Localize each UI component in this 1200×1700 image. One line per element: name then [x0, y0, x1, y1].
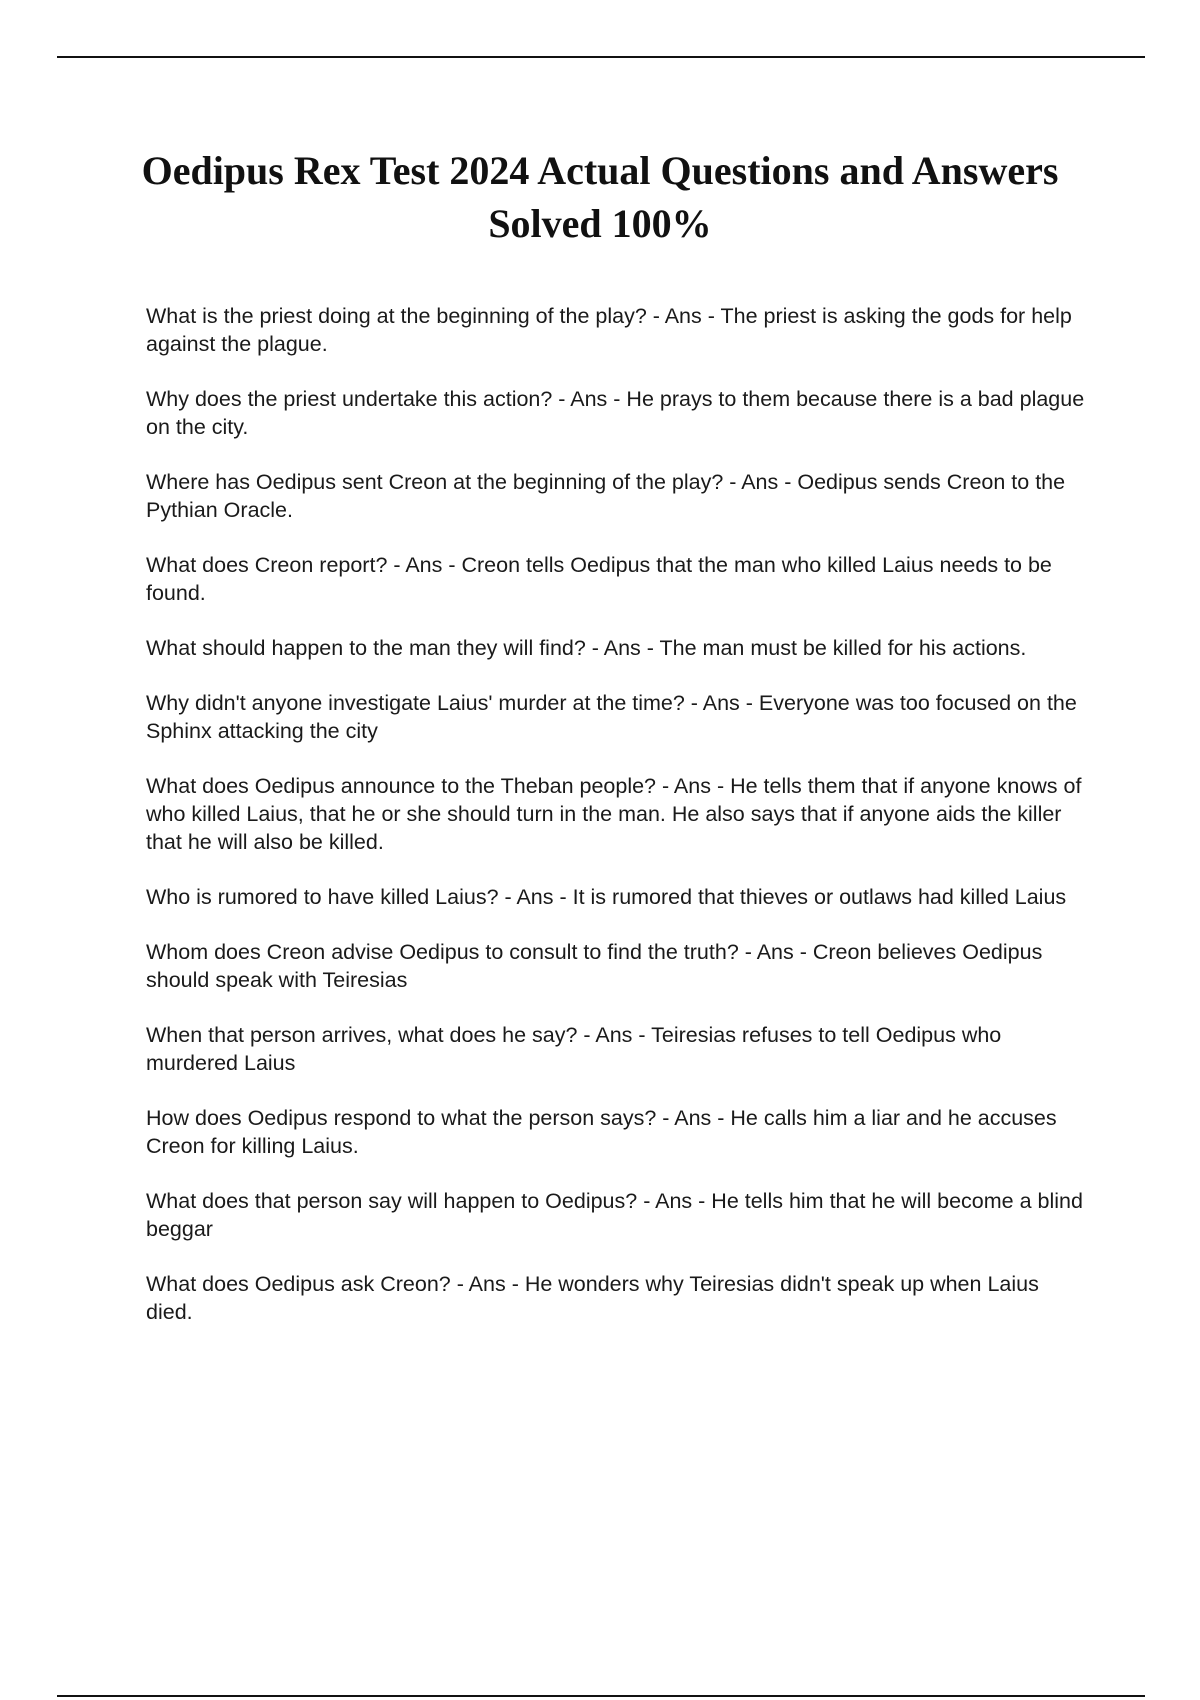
qa-item: Why does the priest undertake this action? - Ans - He prays to them because there is a bad plague on the city. [146, 387, 1085, 439]
qa-item: What is the priest doing at the beginning of the play? - Ans - The priest is asking the gods for help against the plague. [146, 304, 1072, 356]
document-title: Oedipus Rex Test 2024 Actual Questions and Answers Solved 100% [141, 148, 1059, 246]
qa-item: Whom does Creon advise Oedipus to consult to find the truth? - Ans - Creon believes Oedipus should speak with Teiresias [146, 940, 1043, 992]
qa-item: When that person arrives, what does he say? - Ans - Teiresias refuses to tell Oedipus who murdered Laius [146, 1023, 1002, 1075]
bottom-rule [57, 1695, 1145, 1697]
qa-item: Where has Oedipus sent Creon at the beginning of the play? - Ans - Oedipus sends Creon to the Pythian Oracle. [146, 470, 1066, 522]
qa-item: What does Creon report? - Ans - Creon tells Oedipus that the man who killed Laius needs to be found. [146, 553, 1052, 605]
qa-item: How does Oedipus respond to what the person says? - Ans - He calls him a liar and he accuses Creon for killing Laius. [146, 1106, 1057, 1158]
qa-item: Why didn't anyone investigate Laius' murder at the time? - Ans - Everyone was too focused on the Sphinx attacking the city [146, 691, 1077, 743]
qa-item: What should happen to the man they will find? - Ans - The man must be killed for his actions. [146, 636, 1027, 660]
qa-item: What does Oedipus announce to the Theban people? - Ans - He tells them that if anyone knows of who killed Laius, that he or she should turn in the man. He also says that if anyone aids the killer that he will also be killed. [146, 774, 1082, 854]
qa-item: Who is rumored to have killed Laius? - Ans - It is rumored that thieves or outlaws had killed Laius [146, 885, 1067, 909]
qa-list [146, 302, 1086, 1353]
top-rule [57, 56, 1145, 58]
qa-item: What does Oedipus ask Creon? - Ans - He wonders why Teiresias didn't speak up when Laius died. [146, 1272, 1039, 1324]
qa-item: What does that person say will happen to Oedipus? - Ans - He tells him that he will become a blind beggar [146, 1189, 1083, 1241]
